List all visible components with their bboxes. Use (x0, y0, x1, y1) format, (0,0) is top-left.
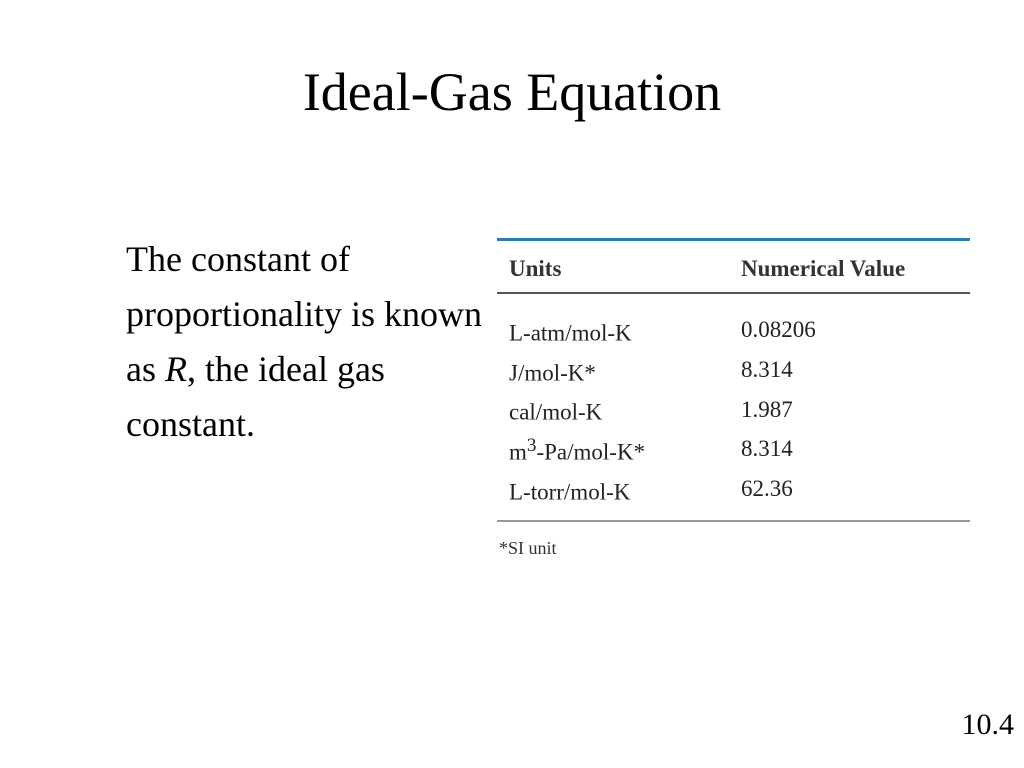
gas-constant-table (497, 238, 970, 559)
unit-text: cal/mol-K (509, 399, 603, 425)
value-cell: 8.314 (741, 436, 793, 462)
table-row (497, 429, 970, 469)
body-text-start: The constant of proportionality is known as (126, 239, 482, 389)
table-row (497, 293, 970, 350)
body-text-end: , the ideal gas constant. (126, 349, 385, 444)
unit-text-suffix: -Pa/mol-K* (536, 439, 646, 465)
unit-exponent: 3 (526, 434, 537, 456)
table-row (497, 350, 970, 390)
unit-cell (497, 469, 729, 521)
table-header-row (497, 241, 970, 293)
unit-text: m (509, 439, 527, 465)
unit-text: J/mol-K* (509, 360, 596, 386)
value-cell: 62.36 (741, 475, 793, 501)
header-numerical-value: Numerical Value (729, 241, 970, 293)
value-cell: 1.987 (741, 396, 793, 422)
value-cell: 0.08206 (741, 317, 816, 343)
value-cell: 8.314 (741, 356, 793, 382)
unit-cell (497, 350, 729, 390)
body-text (126, 232, 486, 452)
page-number: 10.4 (961, 708, 1014, 741)
unit-cell (497, 429, 729, 469)
table-row (497, 389, 970, 429)
units-table (497, 241, 970, 520)
table-bottom-rule (497, 520, 970, 522)
header-units: Units (497, 241, 729, 293)
table-footnote: *SI unit (499, 538, 557, 559)
table-row (497, 469, 970, 521)
gas-constant-symbol: R (165, 349, 187, 389)
unit-text: L-torr/mol-K (509, 479, 631, 505)
unit-cell (497, 389, 729, 429)
unit-cell (497, 293, 729, 350)
slide-title: Ideal-Gas Equation (302, 62, 722, 122)
unit-text: L-atm/mol-K (509, 320, 632, 346)
